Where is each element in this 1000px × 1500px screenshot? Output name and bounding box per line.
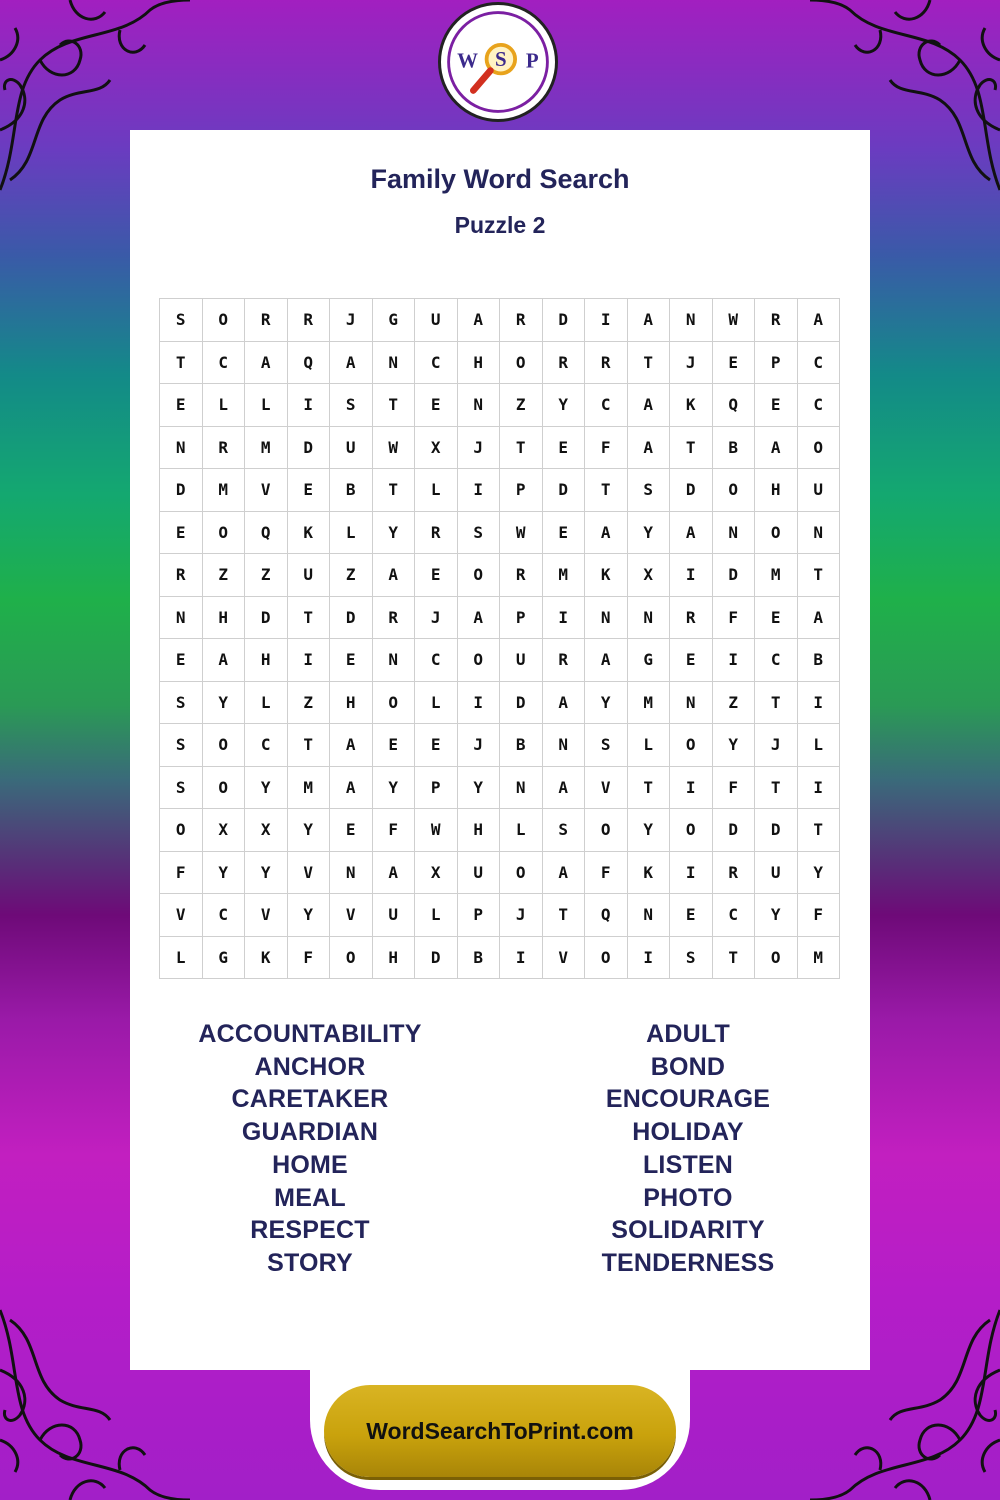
grid-cell[interactable]: K — [288, 512, 331, 555]
grid-cell[interactable]: E — [330, 809, 373, 852]
word-list-item: ENCOURAGE — [605, 1085, 771, 1114]
grid-cell[interactable]: Y — [755, 894, 798, 937]
word-list — [130, 1018, 870, 1288]
grid-cell[interactable]: M — [245, 427, 288, 470]
grid-cell[interactable]: Z — [203, 554, 246, 597]
grid-cell[interactable]: I — [585, 299, 628, 342]
grid-cell[interactable]: C — [415, 342, 458, 385]
grid-cell[interactable]: E — [288, 469, 331, 512]
grid-cell[interactable]: I — [458, 469, 501, 512]
grid-cell[interactable]: T — [670, 427, 713, 470]
grid-cell[interactable]: I — [713, 639, 756, 682]
grid-cell[interactable]: T — [628, 342, 671, 385]
grid-cell[interactable]: D — [543, 299, 586, 342]
word-list-item: HOME — [272, 1150, 348, 1179]
grid-cell[interactable]: R — [160, 554, 203, 597]
grid-cell[interactable]: A — [330, 767, 373, 810]
grid-cell[interactable]: L — [160, 937, 203, 980]
grid-cell[interactable]: Z — [245, 554, 288, 597]
grid-cell[interactable]: O — [713, 469, 756, 512]
grid-cell[interactable]: S — [160, 767, 203, 810]
grid-cell[interactable]: Q — [585, 894, 628, 937]
grid-cell[interactable]: V — [585, 767, 628, 810]
grid-cell[interactable]: F — [585, 852, 628, 895]
grid-cell[interactable]: J — [500, 894, 543, 937]
grid-cell[interactable]: H — [755, 469, 798, 512]
grid-cell[interactable]: A — [543, 852, 586, 895]
grid-cell[interactable]: P — [415, 767, 458, 810]
grid-cell[interactable]: J — [415, 597, 458, 640]
grid-cell[interactable]: E — [670, 639, 713, 682]
grid-cell[interactable]: D — [670, 469, 713, 512]
grid-cell[interactable]: H — [203, 597, 246, 640]
grid-cell[interactable]: W — [415, 809, 458, 852]
grid-cell[interactable]: C — [415, 639, 458, 682]
grid-cell[interactable]: P — [500, 469, 543, 512]
puzzle-subtitle: Puzzle 2 — [454, 212, 546, 238]
grid-cell[interactable]: A — [755, 427, 798, 470]
grid-cell[interactable]: T — [798, 809, 841, 852]
grid-cell[interactable]: T — [500, 427, 543, 470]
grid-cell[interactable]: E — [713, 342, 756, 385]
grid-cell[interactable]: C — [755, 639, 798, 682]
grid-cell[interactable]: I — [798, 767, 841, 810]
logo-letter-p: P — [525, 48, 539, 73]
grid-cell[interactable]: E — [755, 384, 798, 427]
grid-cell[interactable]: B — [458, 937, 501, 980]
grid-cell[interactable]: F — [288, 937, 331, 980]
grid-cell[interactable]: R — [288, 299, 331, 342]
grid-cell[interactable]: T — [585, 469, 628, 512]
grid-cell[interactable]: T — [755, 767, 798, 810]
grid-cell[interactable]: E — [543, 512, 586, 555]
grid-cell[interactable]: U — [373, 894, 416, 937]
grid-cell[interactable]: A — [628, 384, 671, 427]
grid-cell[interactable]: O — [798, 427, 841, 470]
grid-cell[interactable]: B — [713, 427, 756, 470]
grid-cell[interactable]: T — [543, 894, 586, 937]
grid-cell[interactable]: Y — [373, 512, 416, 555]
word-list-item: BOND — [650, 1052, 726, 1081]
grid-cell[interactable]: P — [755, 342, 798, 385]
grid-cell[interactable]: S — [160, 299, 203, 342]
grid-cell[interactable]: M — [203, 469, 246, 512]
grid-cell[interactable]: K — [245, 937, 288, 980]
grid-cell[interactable]: L — [415, 894, 458, 937]
grid-cell[interactable]: T — [288, 597, 331, 640]
grid-cell[interactable]: N — [160, 427, 203, 470]
grid-cell[interactable]: I — [458, 682, 501, 725]
grid-cell[interactable]: T — [160, 342, 203, 385]
grid-cell[interactable]: L — [500, 809, 543, 852]
grid-cell[interactable]: C — [245, 724, 288, 767]
grid-cell[interactable]: Y — [585, 682, 628, 725]
grid-cell[interactable]: V — [245, 469, 288, 512]
grid-cell[interactable]: U — [755, 852, 798, 895]
grid-cell[interactable]: U — [330, 427, 373, 470]
grid-cell[interactable]: W — [713, 299, 756, 342]
word-list-item: ADULT — [646, 1020, 730, 1048]
grid-cell[interactable]: I — [798, 682, 841, 725]
grid-cell[interactable]: Z — [500, 384, 543, 427]
grid-cell[interactable]: I — [543, 597, 586, 640]
grid-cell[interactable]: O — [670, 809, 713, 852]
grid-cell[interactable]: F — [713, 767, 756, 810]
grid-cell[interactable]: D — [288, 427, 331, 470]
grid-cell[interactable]: X — [245, 809, 288, 852]
grid-cell[interactable]: A — [203, 639, 246, 682]
grid-cell[interactable]: S — [543, 809, 586, 852]
grid-cell[interactable]: B — [798, 639, 841, 682]
grid-cell[interactable]: N — [670, 682, 713, 725]
grid-cell[interactable]: A — [245, 342, 288, 385]
grid-cell[interactable]: Y — [798, 852, 841, 895]
grid-cell[interactable]: G — [203, 937, 246, 980]
grid-cell[interactable]: N — [500, 767, 543, 810]
grid-cell[interactable]: U — [458, 852, 501, 895]
grid-cell[interactable]: V — [288, 852, 331, 895]
grid-cell[interactable]: X — [415, 852, 458, 895]
grid-cell[interactable]: F — [373, 809, 416, 852]
page-title: Family Word Search — [370, 164, 630, 194]
grid-cell[interactable]: O — [500, 342, 543, 385]
word-list-item: LISTEN — [642, 1150, 734, 1179]
grid-cell[interactable]: L — [415, 682, 458, 725]
word-list-item: PHOTO — [643, 1183, 733, 1212]
grid-cell[interactable]: D — [160, 469, 203, 512]
grid-cell[interactable]: A — [458, 299, 501, 342]
grid-cell[interactable]: T — [373, 384, 416, 427]
grid-cell[interactable]: A — [373, 554, 416, 597]
grid-cell[interactable]: X — [628, 554, 671, 597]
grid-cell[interactable]: O — [203, 724, 246, 767]
grid-cell[interactable]: M — [543, 554, 586, 597]
grid-cell[interactable]: K — [628, 852, 671, 895]
grid-cell[interactable]: N — [458, 384, 501, 427]
grid-cell[interactable]: A — [373, 852, 416, 895]
grid-cell[interactable]: R — [670, 597, 713, 640]
grid-cell[interactable]: N — [713, 512, 756, 555]
grid-cell[interactable]: W — [500, 512, 543, 555]
logo-letter-s: S — [495, 46, 507, 71]
word-list-item: SOLIDARITY — [611, 1216, 765, 1245]
grid-cell[interactable]: C — [713, 894, 756, 937]
grid-cell[interactable]: A — [330, 342, 373, 385]
grid-cell[interactable]: D — [245, 597, 288, 640]
grid-cell[interactable]: E — [373, 724, 416, 767]
word-list-right-column — [503, 1018, 873, 1280]
word-list-item: RESPECT — [250, 1216, 370, 1245]
grid-cell[interactable]: Q — [288, 342, 331, 385]
grid-cell[interactable]: N — [628, 894, 671, 937]
grid-cell[interactable]: S — [160, 682, 203, 725]
grid-cell[interactable]: O — [458, 639, 501, 682]
grid-cell[interactable]: Y — [288, 809, 331, 852]
word-list-item: HOLIDAY — [632, 1118, 744, 1147]
grid-cell[interactable]: D — [755, 809, 798, 852]
grid-cell[interactable]: V — [543, 937, 586, 980]
grid-cell[interactable]: R — [415, 512, 458, 555]
grid-cell[interactable]: M — [798, 937, 841, 980]
grid-cell[interactable]: E — [543, 427, 586, 470]
grid-cell[interactable]: I — [670, 852, 713, 895]
grid-cell[interactable]: S — [330, 384, 373, 427]
grid-cell[interactable]: N — [373, 639, 416, 682]
grid-cell[interactable]: H — [245, 639, 288, 682]
grid-cell[interactable]: L — [415, 469, 458, 512]
wsp-logo[interactable] — [438, 2, 558, 122]
grid-cell[interactable]: E — [670, 894, 713, 937]
grid-cell[interactable]: S — [628, 469, 671, 512]
grid-cell[interactable]: F — [798, 894, 841, 937]
grid-cell[interactable]: O — [585, 937, 628, 980]
grid-cell[interactable]: S — [670, 937, 713, 980]
website-link-text: WordSearchToPrint.com — [366, 1417, 634, 1444]
grid-cell[interactable]: V — [245, 894, 288, 937]
grid-cell[interactable]: Y — [713, 724, 756, 767]
grid-cell[interactable]: D — [415, 937, 458, 980]
grid-cell[interactable]: V — [330, 894, 373, 937]
grid-cell[interactable]: Q — [245, 512, 288, 555]
grid-cell[interactable]: O — [330, 937, 373, 980]
grid-cell[interactable]: E — [415, 384, 458, 427]
grid-cell[interactable]: I — [670, 554, 713, 597]
grid-cell[interactable]: W — [373, 427, 416, 470]
grid-cell[interactable]: Z — [330, 554, 373, 597]
grid-cell[interactable]: E — [415, 724, 458, 767]
grid-cell[interactable]: R — [373, 597, 416, 640]
grid-cell[interactable]: R — [500, 554, 543, 597]
grid-cell[interactable]: E — [755, 597, 798, 640]
grid-cell[interactable]: N — [373, 342, 416, 385]
grid-cell[interactable]: R — [203, 427, 246, 470]
grid-cell[interactable]: D — [543, 469, 586, 512]
grid-cell[interactable]: N — [798, 512, 841, 555]
grid-cell[interactable]: O — [373, 682, 416, 725]
grid-cell[interactable]: R — [500, 299, 543, 342]
grid-cell[interactable]: Y — [288, 894, 331, 937]
grid-cell[interactable]: J — [458, 427, 501, 470]
grid-cell[interactable]: D — [500, 682, 543, 725]
word-list-item: MEAL — [274, 1183, 346, 1212]
grid-cell[interactable]: Y — [245, 852, 288, 895]
grid-cell[interactable]: Y — [543, 384, 586, 427]
grid-cell[interactable]: A — [670, 512, 713, 555]
grid-cell[interactable]: A — [585, 512, 628, 555]
word-list-item: CARETAKER — [231, 1085, 389, 1114]
grid-cell[interactable]: K — [585, 554, 628, 597]
grid-cell[interactable]: S — [160, 724, 203, 767]
grid-cell[interactable]: B — [500, 724, 543, 767]
grid-cell[interactable]: O — [670, 724, 713, 767]
grid-cell[interactable]: T — [798, 554, 841, 597]
grid-cell[interactable]: C — [798, 384, 841, 427]
word-list-item: ACCOUNTABILITY — [198, 1020, 422, 1048]
grid-cell[interactable]: C — [203, 342, 246, 385]
grid-cell[interactable]: N — [585, 597, 628, 640]
grid-cell[interactable]: O — [160, 809, 203, 852]
grid-cell[interactable]: R — [585, 342, 628, 385]
grid-cell[interactable]: N — [330, 852, 373, 895]
grid-cell[interactable]: L — [628, 724, 671, 767]
grid-cell[interactable]: Y — [203, 682, 246, 725]
grid-cell[interactable]: A — [798, 597, 841, 640]
grid-cell[interactable]: L — [203, 384, 246, 427]
grid-cell[interactable]: J — [458, 724, 501, 767]
word-list-item: ANCHOR — [254, 1052, 366, 1081]
grid-cell[interactable]: A — [628, 299, 671, 342]
grid-cell[interactable]: R — [543, 342, 586, 385]
grid-cell[interactable]: P — [500, 597, 543, 640]
grid-cell[interactable]: M — [288, 767, 331, 810]
grid-cell[interactable]: A — [628, 427, 671, 470]
grid-cell[interactable]: R — [245, 299, 288, 342]
word-list-left-column — [125, 1018, 495, 1280]
grid-cell[interactable]: F — [160, 852, 203, 895]
grid-cell[interactable]: A — [543, 682, 586, 725]
grid-cell[interactable]: F — [713, 597, 756, 640]
grid-cell[interactable]: T — [713, 937, 756, 980]
grid-cell[interactable]: U — [415, 299, 458, 342]
grid-cell[interactable]: G — [628, 639, 671, 682]
grid-cell[interactable]: E — [160, 512, 203, 555]
grid-cell[interactable]: D — [713, 809, 756, 852]
grid-cell[interactable]: O — [203, 512, 246, 555]
grid-cell[interactable]: O — [203, 767, 246, 810]
grid-cell[interactable]: S — [458, 512, 501, 555]
grid-cell[interactable]: Z — [713, 682, 756, 725]
grid-cell[interactable]: A — [585, 639, 628, 682]
grid-cell[interactable]: C — [585, 384, 628, 427]
letter-grid — [159, 298, 840, 979]
grid-cell[interactable]: N — [543, 724, 586, 767]
grid-cell[interactable]: Z — [288, 682, 331, 725]
grid-cell[interactable]: J — [330, 299, 373, 342]
grid-cell[interactable]: J — [670, 342, 713, 385]
grid-cell[interactable]: M — [755, 554, 798, 597]
grid-cell[interactable]: I — [288, 639, 331, 682]
grid-cell[interactable]: N — [160, 597, 203, 640]
grid-cell[interactable]: I — [670, 767, 713, 810]
grid-cell[interactable]: T — [288, 724, 331, 767]
puzzle-sheet — [130, 130, 870, 1370]
grid-cell[interactable]: E — [415, 554, 458, 597]
logo-letter-w: W — [457, 48, 479, 73]
grid-cell[interactable]: D — [330, 597, 373, 640]
grid-cell[interactable]: L — [245, 682, 288, 725]
grid-cell[interactable]: R — [755, 299, 798, 342]
grid-cell[interactable]: O — [458, 554, 501, 597]
word-list-item: TENDERNESS — [601, 1248, 775, 1277]
grid-cell[interactable]: H — [373, 937, 416, 980]
grid-cell[interactable]: G — [373, 299, 416, 342]
word-list-item: GUARDIAN — [241, 1118, 379, 1147]
grid-cell[interactable]: M — [628, 682, 671, 725]
grid-cell[interactable]: O — [203, 299, 246, 342]
grid-cell[interactable]: I — [628, 937, 671, 980]
grid-cell[interactable]: L — [245, 384, 288, 427]
grid-cell[interactable]: I — [500, 937, 543, 980]
grid-cell[interactable]: A — [458, 597, 501, 640]
grid-cell[interactable]: B — [330, 469, 373, 512]
grid-cell[interactable]: O — [500, 852, 543, 895]
grid-cell[interactable]: C — [203, 894, 246, 937]
website-link-button[interactable] — [324, 1385, 676, 1477]
grid-cell[interactable]: N — [670, 299, 713, 342]
grid-cell[interactable]: I — [288, 384, 331, 427]
grid-cell[interactable]: U — [288, 554, 331, 597]
grid-cell[interactable]: N — [628, 597, 671, 640]
grid-cell[interactable]: A — [798, 299, 841, 342]
grid-cell[interactable]: R — [713, 852, 756, 895]
grid-cell[interactable]: A — [330, 724, 373, 767]
grid-cell[interactable]: Y — [203, 852, 246, 895]
grid-cell[interactable]: Y — [373, 767, 416, 810]
grid-cell[interactable]: X — [415, 427, 458, 470]
grid-cell[interactable]: T — [628, 767, 671, 810]
grid-cell[interactable]: O — [755, 937, 798, 980]
grid-cell[interactable]: Y — [628, 809, 671, 852]
grid-cell[interactable]: Y — [628, 512, 671, 555]
grid-cell[interactable]: K — [670, 384, 713, 427]
grid-cell[interactable]: E — [160, 384, 203, 427]
grid-cell[interactable]: P — [458, 894, 501, 937]
grid-cell[interactable]: T — [373, 469, 416, 512]
grid-cell[interactable]: H — [458, 342, 501, 385]
grid-cell[interactable]: A — [543, 767, 586, 810]
grid-cell[interactable]: U — [500, 639, 543, 682]
grid-cell[interactable]: O — [755, 512, 798, 555]
grid-cell[interactable]: S — [585, 724, 628, 767]
grid-cell[interactable]: J — [755, 724, 798, 767]
grid-cell[interactable]: X — [203, 809, 246, 852]
grid-cell[interactable]: E — [160, 639, 203, 682]
grid-cell[interactable]: H — [330, 682, 373, 725]
grid-cell[interactable]: U — [798, 469, 841, 512]
grid-cell[interactable]: O — [585, 809, 628, 852]
grid-cell[interactable]: L — [330, 512, 373, 555]
grid-cell[interactable]: Y — [458, 767, 501, 810]
grid-cell[interactable]: E — [330, 639, 373, 682]
grid-cell[interactable]: Q — [713, 384, 756, 427]
grid-cell[interactable]: Y — [245, 767, 288, 810]
grid-cell[interactable]: L — [798, 724, 841, 767]
grid-cell[interactable]: R — [543, 639, 586, 682]
grid-cell[interactable]: D — [713, 554, 756, 597]
grid-cell[interactable]: C — [798, 342, 841, 385]
grid-cell[interactable]: T — [755, 682, 798, 725]
grid-cell[interactable]: V — [160, 894, 203, 937]
grid-cell[interactable]: H — [458, 809, 501, 852]
grid-cell[interactable]: F — [585, 427, 628, 470]
word-list-item: STORY — [267, 1248, 353, 1277]
